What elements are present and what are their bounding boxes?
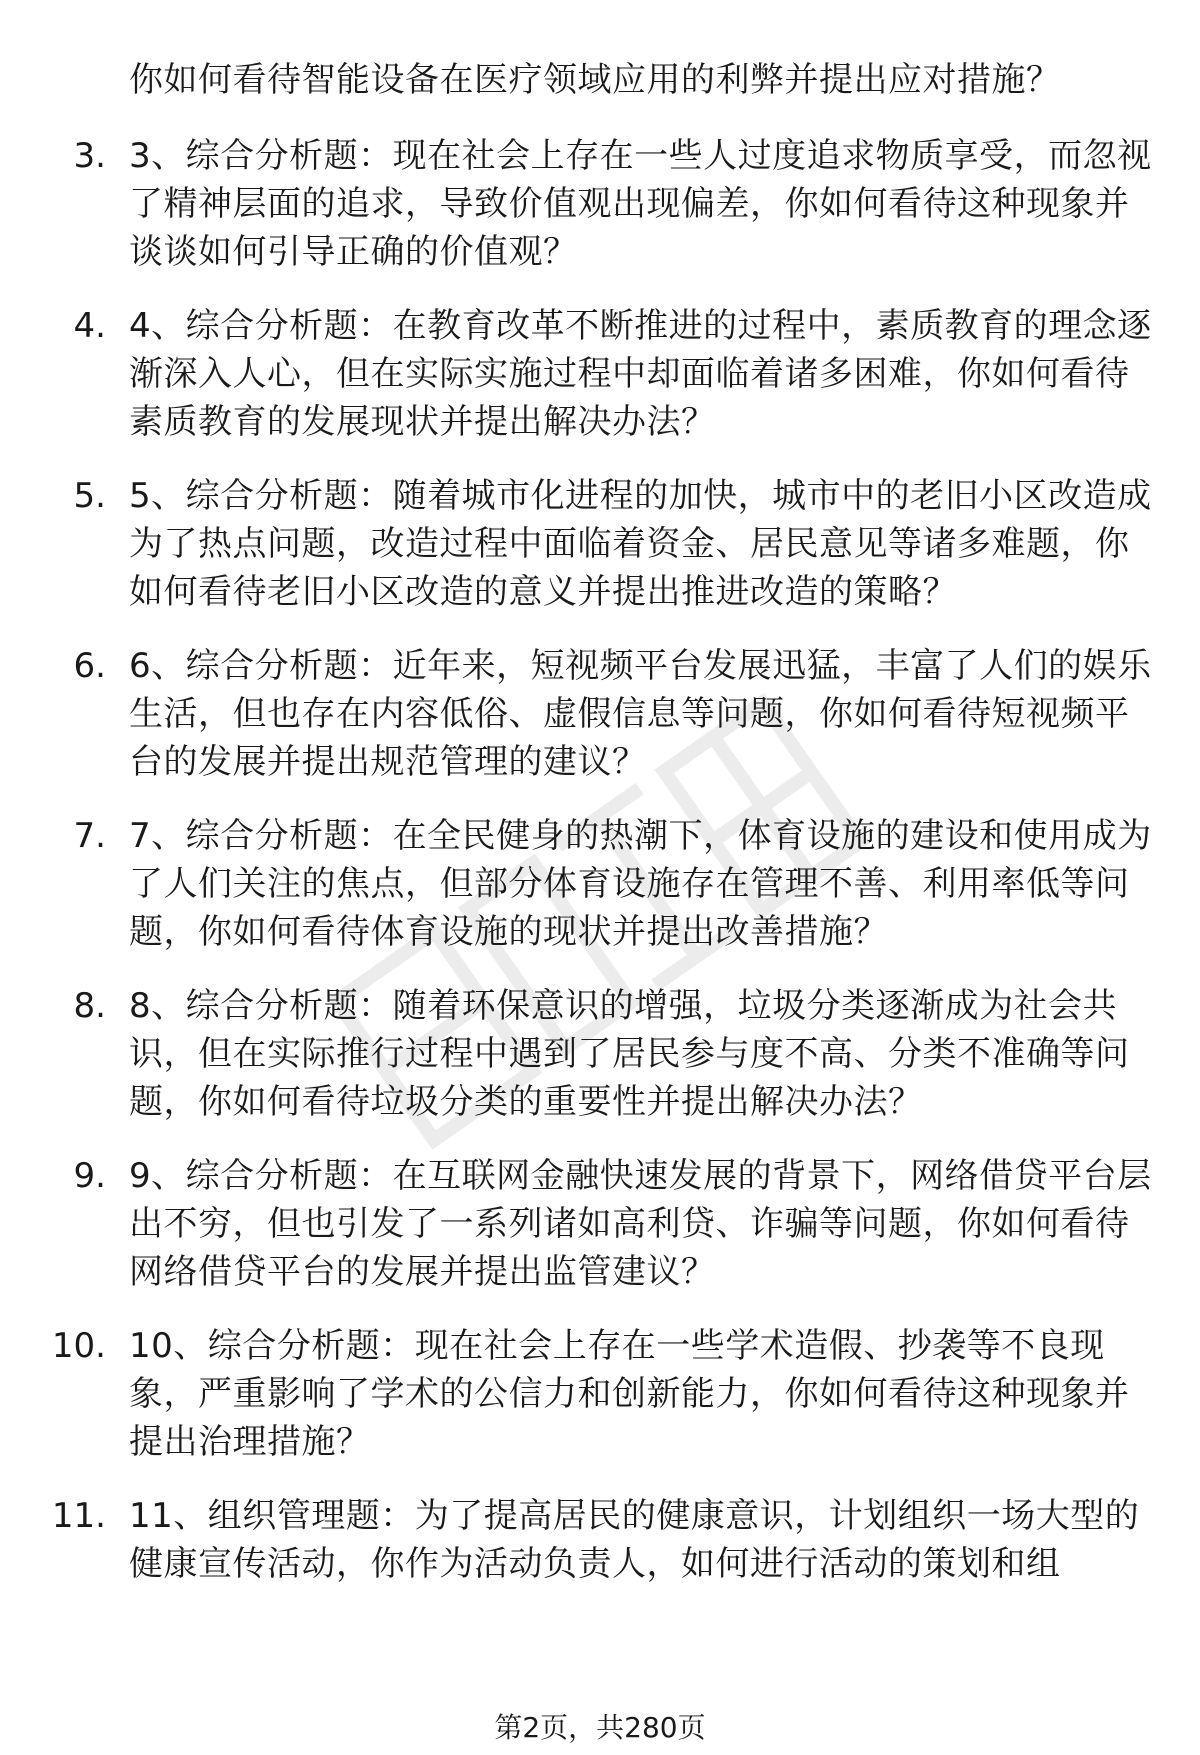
item-text: 4、综合分析题：在教育改革不断推进的过程中，素质教育的理念逐渐深入人心，但在实际实施过程中却面临着诸多困难，你如何看待素质教育的发展现状并提出解决办法？ xyxy=(129,306,1152,442)
item-number: 9. xyxy=(73,1156,106,1196)
item-number: 7. xyxy=(73,816,106,856)
question-list xyxy=(0,132,1200,1614)
list-item xyxy=(0,642,1200,786)
list-item xyxy=(0,812,1200,956)
list-item xyxy=(0,302,1200,446)
list-item xyxy=(0,982,1200,1126)
list-item xyxy=(0,132,1200,276)
item-number: 8. xyxy=(73,986,106,1026)
page-footer: 第2页，共280页 xyxy=(494,1711,706,1744)
lead-text: 你如何看待智能设备在医疗领域应用的利弊并提出应对措施？ xyxy=(129,60,1061,100)
item-text: 5、综合分析题：随着城市化进程的加快，城市中的老旧小区改造成为了热点问题，改造过程中面临着资金、居民意见等诸多难题，你如何看待老旧小区改造的意义并提出推进改造的策略？ xyxy=(129,476,1152,612)
item-text: 3、综合分析题：现在社会上存在一些人过度追求物质享受，而忽视了精神层面的追求，导致价值观出现偏差，你如何看待这种现象并谈谈如何引导正确的价值观？ xyxy=(129,136,1152,272)
item-number: 6. xyxy=(73,646,106,686)
item-number: 4. xyxy=(73,306,106,346)
list-item xyxy=(0,1152,1200,1296)
item-text: 7、综合分析题：在全民健身的热潮下，体育设施的建设和使用成为了人们关注的焦点，但部分体育设施存在管理不善、利用率低等问题，你如何看待体育设施的现状并提出改善措施？ xyxy=(129,816,1152,952)
item-number: 10. xyxy=(51,1326,106,1366)
item-number: 3. xyxy=(73,136,106,176)
list-item xyxy=(0,472,1200,616)
item-text: 11、组织管理题：为了提高居民的健康意识，计划组织一场大型的健康宣传活动，你作为活动负责人，如何进行活动的策划和组 xyxy=(129,1496,1140,1584)
list-item xyxy=(0,1322,1200,1466)
item-text: 6、综合分析题：近年来，短视频平台发展迅猛，丰富了人们的娱乐生活，但也存在内容低俗、虚假信息等问题，你如何看待短视频平台的发展并提出规范管理的建议？ xyxy=(129,646,1152,782)
item-number: 5. xyxy=(73,476,106,516)
item-number: 11. xyxy=(51,1496,106,1536)
item-text: 10、综合分析题：现在社会上存在一些学术造假、抄袭等不良现象，严重影响了学术的公信力和创新能力，你如何看待这种现象并提出治理措施？ xyxy=(129,1326,1130,1462)
item-text: 9、综合分析题：在互联网金融快速发展的背景下，网络借贷平台层出不穷，但也引发了一系列诸如高利贷、诈骗等问题，你如何看待网络借贷平台的发展并提出监管建议？ xyxy=(129,1156,1152,1292)
item-text: 8、综合分析题：随着环保意识的增强，垃圾分类逐渐成为社会共识，但在实际推行过程中遇到了居民参与度不高、分类不准确等问题，你如何看待垃圾分类的重要性并提出解决办法？ xyxy=(129,986,1130,1122)
list-item xyxy=(0,1492,1200,1588)
